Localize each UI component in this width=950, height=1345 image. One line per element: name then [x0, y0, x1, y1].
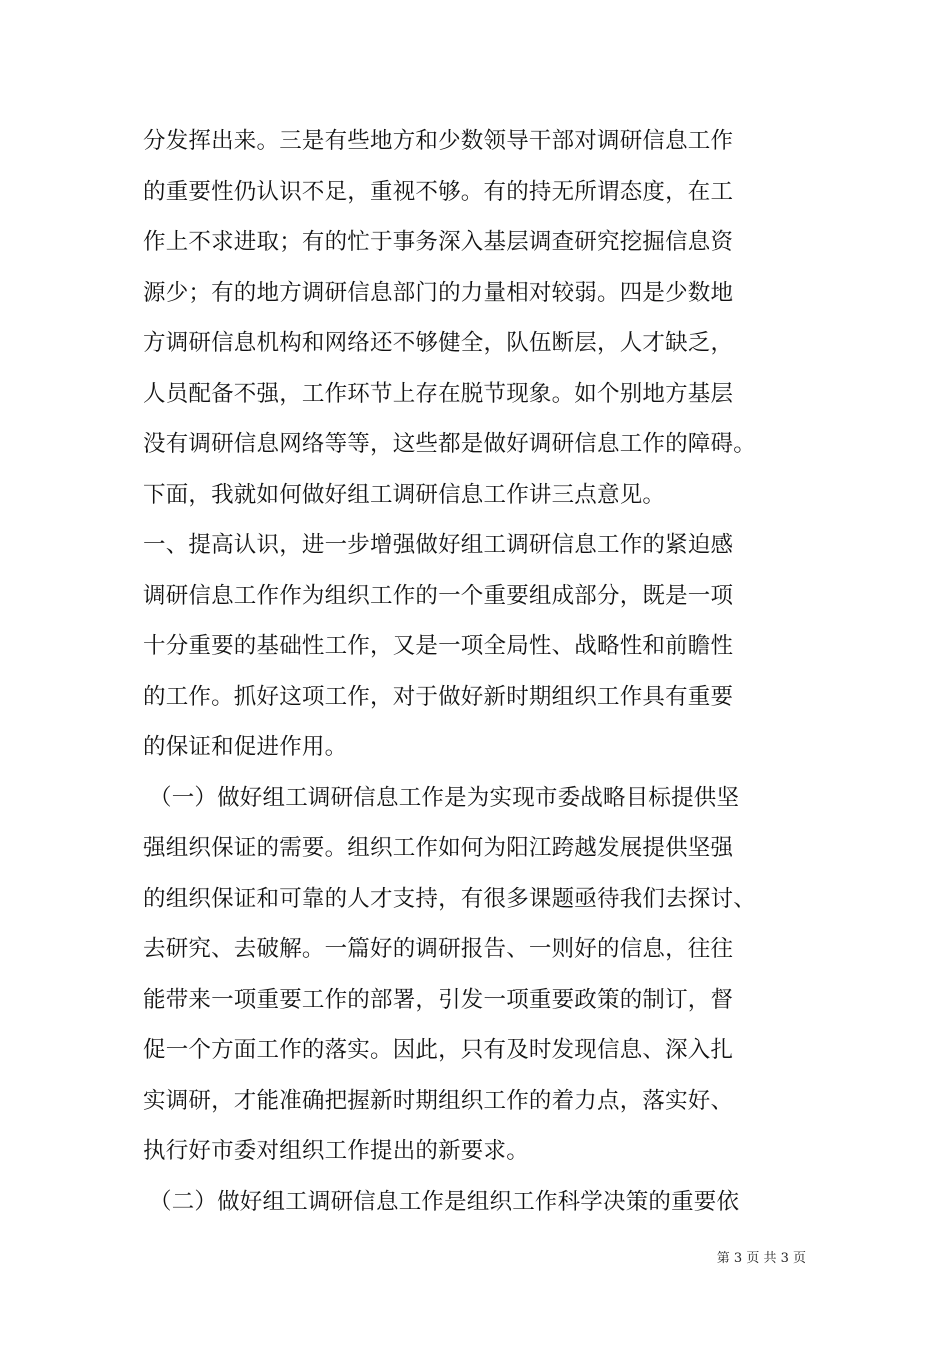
- text-line: 下面，我就如何做好组工调研信息工作讲三点意见。: [143, 481, 666, 508]
- text-line: 的重要性仍认识不足，重视不够。有的持无所谓态度，在工: [143, 178, 734, 205]
- text-line: 作上不求进取；有的忙于事务深入基层调查研究挖掘信息资: [143, 229, 734, 255]
- text-line: 去研究、去破解。一篇好的调研报告、一则好的信息，往往: [143, 936, 734, 962]
- text-line: 的组织保证和可靠的人才支持，有很多课题亟待我们去探讨、: [143, 885, 756, 912]
- text-line: 分发挥出来。三是有些地方和少数领导干部对调研信息工作: [143, 128, 734, 154]
- page-number-footer: 第 3 页 共 3 页: [716, 1251, 806, 1266]
- text-line: 人员配备不强，工作环节上存在脱节现象。如个别地方基层: [143, 380, 734, 407]
- text-line: 促一个方面工作的落实。因此，只有及时发现信息、深入扎: [143, 1037, 734, 1063]
- text-line: 方调研信息机构和网络还不够健全，队伍断层，人才缺乏，: [143, 330, 734, 356]
- text-line: 十分重要的基础性工作，又是一项全局性、战略性和前瞻性: [143, 633, 734, 659]
- text-line: 实调研，才能准确把握新时期组织工作的着力点，落实好、: [143, 1087, 734, 1114]
- text-line: 强组织保证的需要。组织工作如何为阳江跨越发展提供坚强: [143, 835, 734, 861]
- text-line: 能带来一项重要工作的部署，引发一项重要政策的制订，督: [143, 986, 734, 1013]
- text-line: 没有调研信息网络等等，这些都是做好调研信息工作的障碍。: [143, 431, 756, 457]
- subsection-line: （一）做好组工调研信息工作是为实现市委战略目标提供坚: [149, 784, 740, 811]
- text-line: 调研信息工作作为组织工作的一个重要组成部分，既是一项: [143, 582, 734, 609]
- text-line: 的保证和促进作用。: [143, 734, 348, 760]
- document-body: [143, 116, 783, 1227]
- text-line: 的工作。抓好这项工作，对于做好新时期组织工作具有重要: [143, 683, 734, 710]
- section-heading: 一、提高认识，进一步增强做好组工调研信息工作的紧迫感: [143, 532, 734, 558]
- subsection-line: （二）做好组工调研信息工作是组织工作科学决策的重要依: [149, 1188, 740, 1215]
- text-line: 源少；有的地方调研信息部门的力量相对较弱。四是少数地: [143, 279, 734, 306]
- text-line: 执行好市委对组织工作提出的新要求。: [143, 1138, 529, 1164]
